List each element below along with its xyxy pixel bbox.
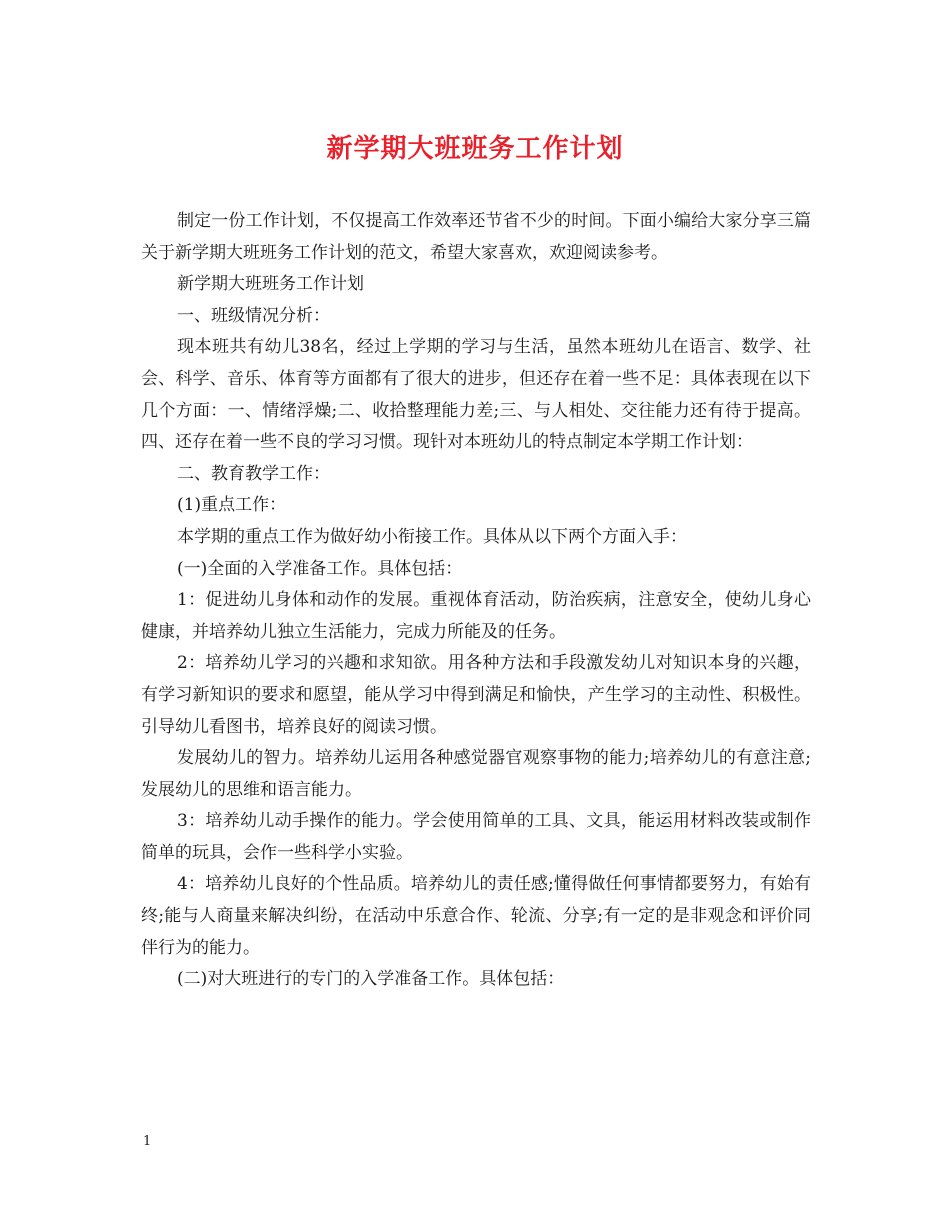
paragraph: 二、教育教学工作： bbox=[177, 463, 330, 484]
paragraph: 3：培养幼儿动手操作的能力。学会使用简单的工具、文具，能运用材料改装或制作简单的玩具，会作一些科学小实验。 bbox=[141, 811, 811, 863]
paragraph: (1)重点工作： bbox=[177, 495, 287, 516]
paragraph: 4：培养幼儿良好的个性品质。培养幼儿的责任感;懂得做任何事情都要努力，有始有终;能与人商量来解决纠纷，在活动中乐意合作、轮流、分享;有一定的是非观念和评价同伴行为的能力。 bbox=[141, 874, 811, 958]
document-title: 新学期大班班务工作计划 bbox=[326, 134, 624, 164]
paragraph: (二)对大班进行的专门的入学准备工作。具体包括： bbox=[177, 969, 565, 990]
paragraph: 一、班级情况分析： bbox=[177, 305, 330, 326]
document-body bbox=[141, 206, 811, 996]
paragraph: 新学期大班班务工作计划 bbox=[177, 274, 364, 295]
paragraph: (一)全面的入学准备工作。具体包括： bbox=[177, 558, 463, 579]
paragraph: 现本班共有幼儿38名，经过上学期的学习与生活，虽然本班幼儿在语言、数学、社会、科学、音乐、体育等方面都有了很大的进步，但还存在着一些不足：具体表现在以下几个方面：一、情绪浮燥;二、收拾整理能力差;三、与人相处、交往能力还有待于提高。四、还存在着一些不良的学习习惯。现针对本班幼儿的特点制定本学期工作计划： bbox=[141, 337, 811, 453]
paragraph: 本学期的重点工作为做好幼小衔接工作。具体从以下两个方面入手： bbox=[177, 526, 687, 547]
paragraph: 发展幼儿的智力。培养幼儿运用各种感觉器官观察事物的能力;培养幼儿的有意注意;发展幼儿的思维和语言能力。 bbox=[141, 748, 811, 800]
paragraph: 1：促进幼儿身体和动作的发展。重视体育活动，防治疾病，注意安全，使幼儿身心健康，并培养幼儿独立生活能力，完成力所能及的任务。 bbox=[141, 590, 811, 642]
paragraph: 2：培养幼儿学习的兴趣和求知欲。用各种方法和手段激发幼儿对知识本身的兴趣，有学习新知识的要求和愿望，能从学习中得到满足和愉快，产生学习的主动性、积极性。引导幼儿看图书，培养良好的阅读习惯。 bbox=[141, 653, 811, 737]
paragraph: 制定一份工作计划，不仅提高工作效率还节省不少的时间。下面小编给大家分享三篇关于新学期大班班务工作计划的范文，希望大家喜欢，欢迎阅读参考。 bbox=[141, 211, 811, 263]
page-number: 1 bbox=[143, 1134, 152, 1149]
